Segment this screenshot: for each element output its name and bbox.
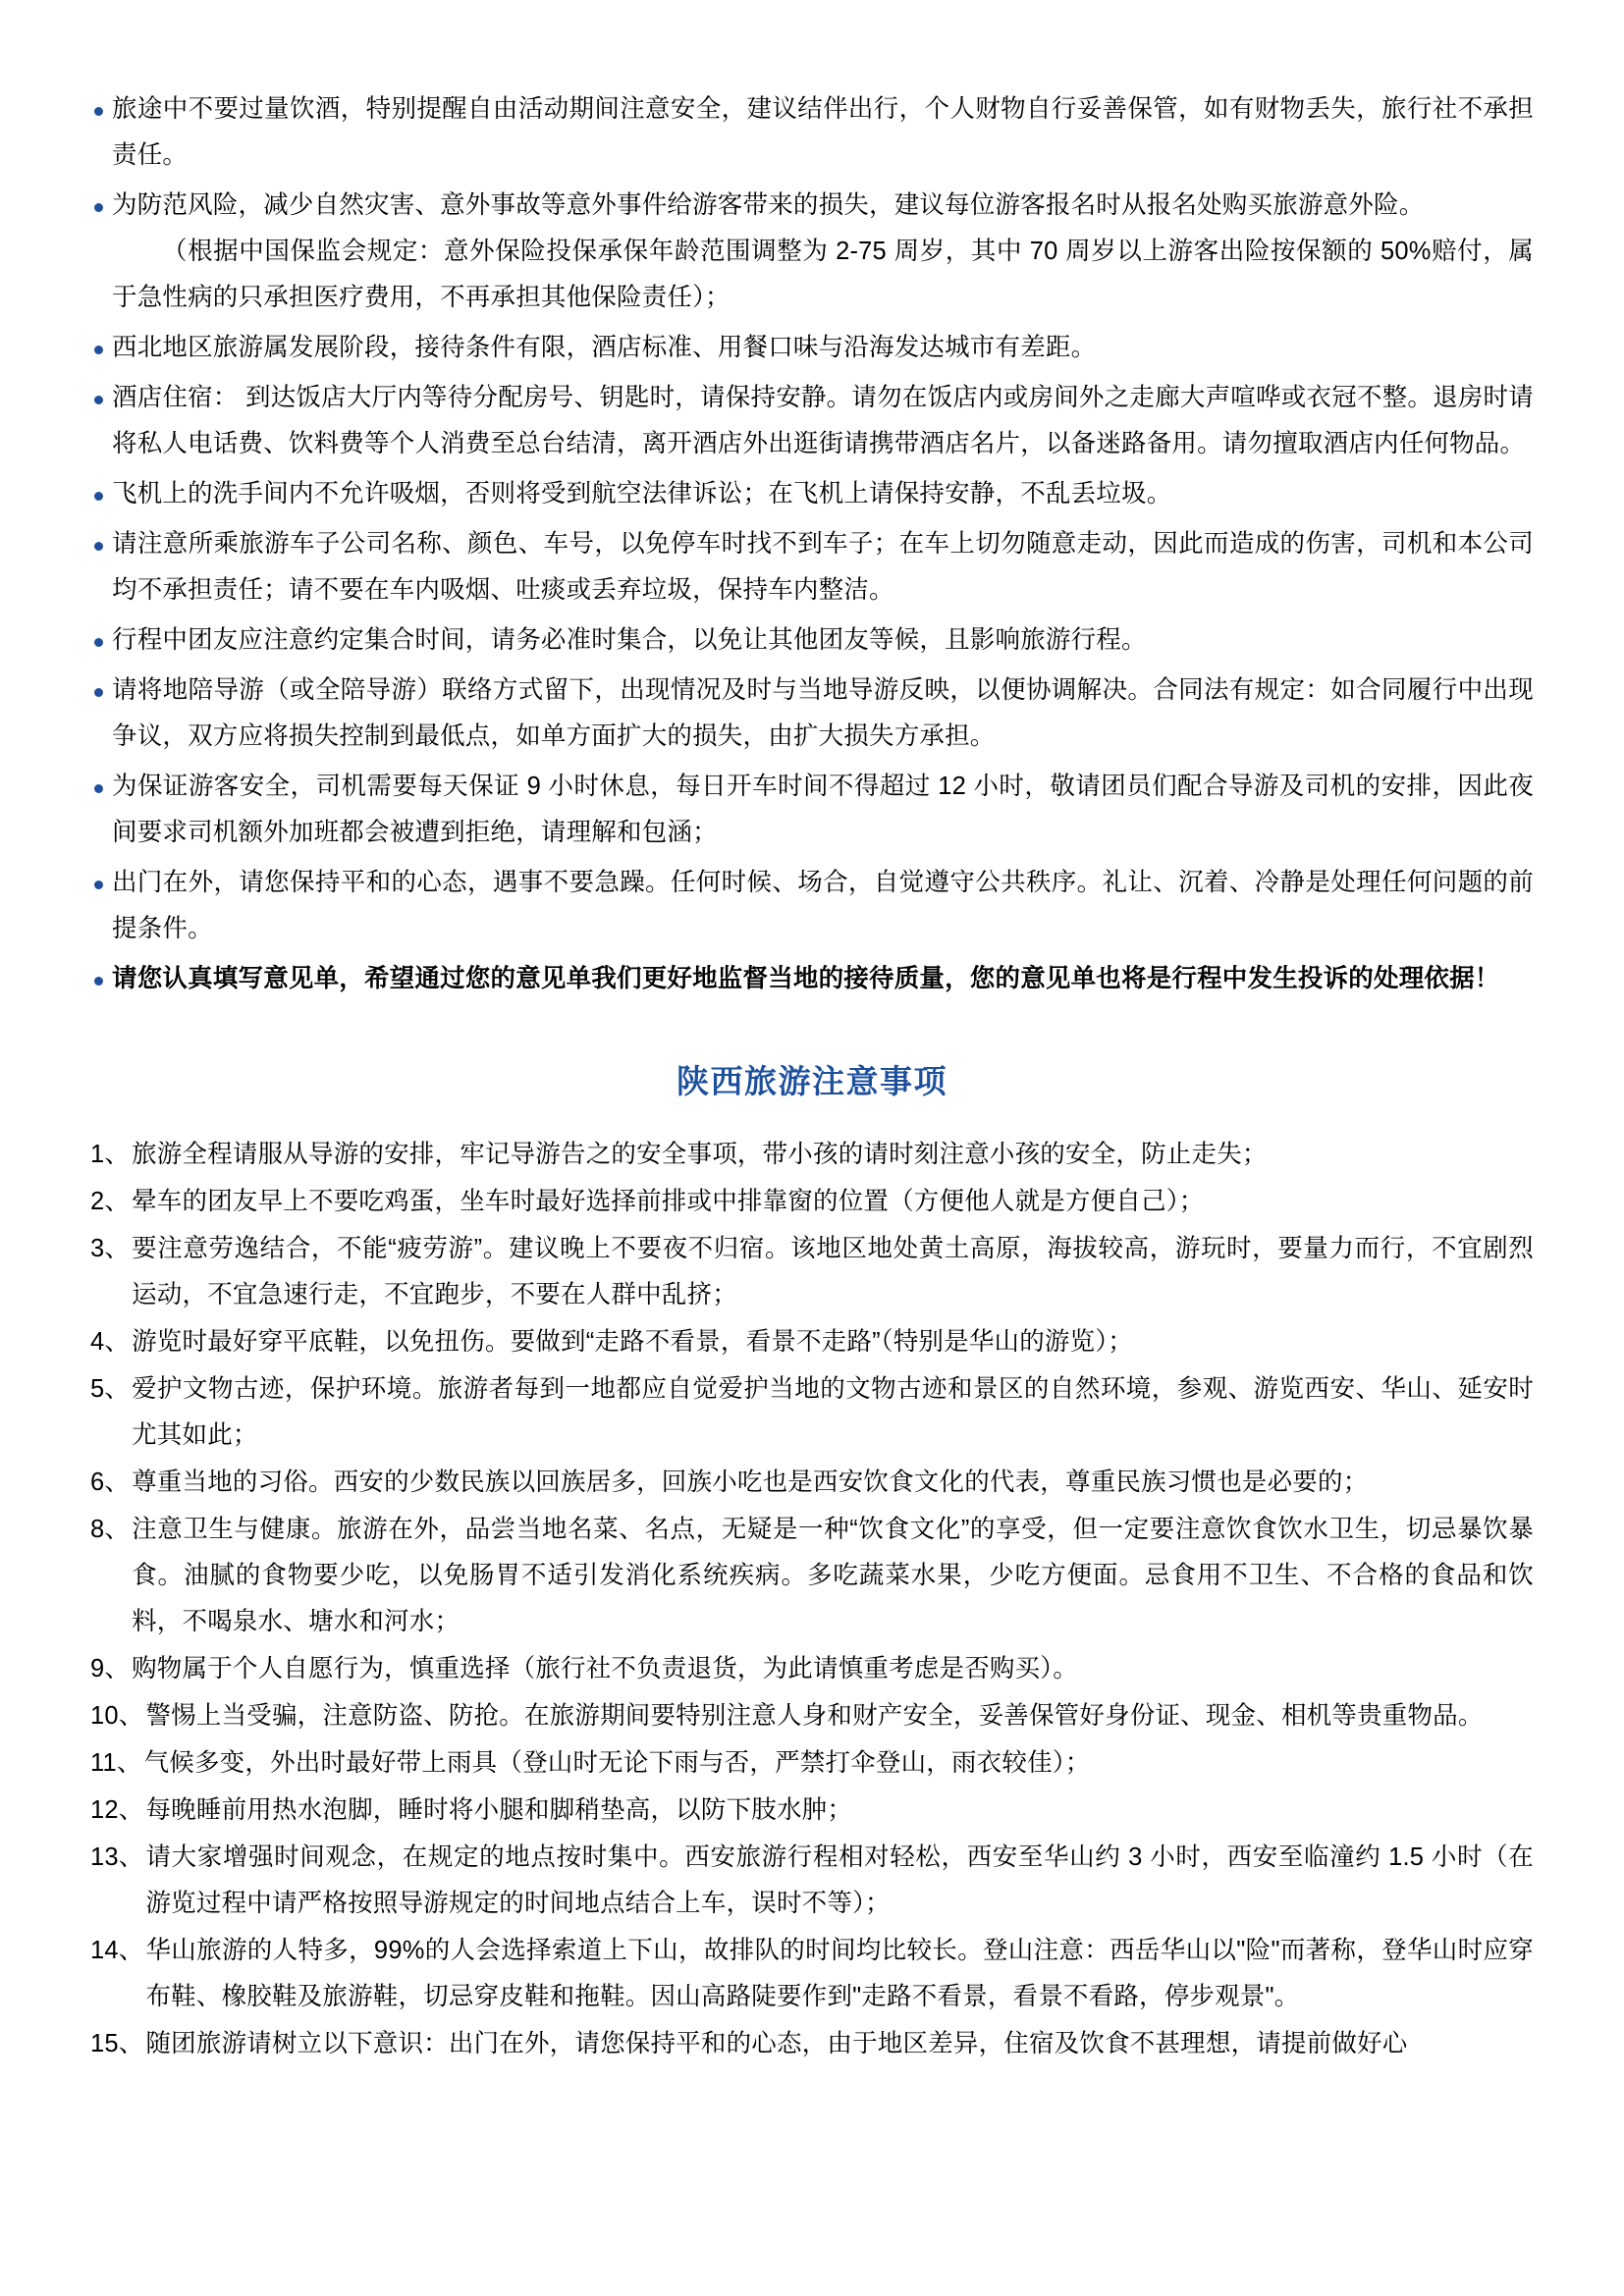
shaanxi-notice-item [90, 1319, 1534, 1365]
shaanxi-notice-text: 游览时最好穿平底鞋，以免扭伤。要做到“走路不看景，看景不走路”（特别是华山的游览）； [132, 1328, 1133, 1356]
shaanxi-notice-item [90, 1366, 1534, 1459]
notice-bullet-subtext: （根据中国保监会规定：意外保险投保承保年龄范围调整为 2-75 周岁，其中 70 周岁以上游客出险按保额的 50%赔付，属于急性病的只承担医疗费用，不再承担其他保险责任）； [112, 238, 1534, 311]
bullet-dot-icon [94, 396, 103, 404]
notice-bullet-text: 西北地区旅游属发展阶段，接待条件有限，酒店标准、用餐口味与沿海发达城市有差距。 [112, 334, 1097, 361]
shaanxi-notice-text: 要注意劳逸结合，不能“疲劳游”。建议晚上不要夜不归宿。该地区地处黄土高原，海拔较高，游玩时，要量力而行，不宜剧烈运动，不宜急速行走，不宜跑步，不要在人群中乱挤； [132, 1235, 1534, 1308]
notice-bullet-text: 旅途中不要过量饮酒，特别提醒自由活动期间注意安全，建议结伴出行，个人财物自行妥善保管，如有财物丢失，旅行社不承担责任。 [112, 95, 1534, 169]
bullet-dot-icon [94, 881, 103, 889]
shaanxi-notice-number: 10、 [90, 1702, 144, 1730]
shaanxi-notice-number: 5、 [90, 1375, 131, 1403]
shaanxi-notice-number: 6、 [90, 1468, 131, 1496]
bullet-dot-icon [94, 638, 103, 647]
notice-bullet-item [90, 325, 1534, 371]
shaanxi-notice-text: 旅游全程请服从导游的安排，牢记导游告之的安全事项，带小孩的请时刻注意小孩的安全，防止走失； [132, 1141, 1268, 1168]
notice-bullet-text: 出门在外，请您保持平和的心态，遇事不要急躁。任何时候、场合，自觉遵守公共秩序。礼让、沉着、冷静是处理任何问题的前提条件。 [112, 869, 1534, 942]
notice-bullet-item [90, 667, 1534, 760]
shaanxi-notice-text: 每晚睡前用热水泡脚，睡时将小腿和脚稍垫高，以防下肢水肿； [145, 1796, 853, 1824]
shaanxi-notice-item [90, 1226, 1534, 1318]
bullet-dot-icon [94, 542, 103, 551]
shaanxi-notice-number: 11、 [90, 1749, 142, 1777]
shaanxi-numbered-notice-list [90, 1132, 1534, 2067]
shaanxi-notice-number: 15、 [90, 2030, 144, 2057]
notice-bullet-text: 行程中团友应注意约定集合时间，请务必准时集合，以免让其他团友等候，且影响旅游行程。 [112, 626, 1147, 654]
shaanxi-notice-item [90, 2021, 1534, 2067]
shaanxi-notice-number: 3、 [90, 1235, 131, 1262]
shaanxi-notice-text: 爱护文物古迹，保护环境。旅游者每到一地都应自觉爱护当地的文物古迹和景区的自然环境，参观、游览西安、华山、延安时尤其如此； [132, 1375, 1534, 1449]
shaanxi-notice-number: 1、 [90, 1141, 131, 1168]
shaanxi-notice-number: 8、 [90, 1516, 131, 1543]
notice-bullet-text: 为防范风险，减少自然灾害、意外事故等意外事件给游客带来的损失，建议每位游客报名时从报名处购买旅游意外险。 [112, 191, 1425, 219]
shaanxi-notice-text: 华山旅游的人特多，99%的人会选择索道上下山，故排队的时间均比较长。登山注意：西岳华山以"险"而著称，登华山时应穿布鞋、橡胶鞋及旅游鞋，切忌穿皮鞋和拖鞋。因山高路陡要作到"走路不看景，看景不看路，停步观景"。 [145, 1937, 1534, 2010]
notice-bullet-text: 为保证游客安全，司机需要每天保证 9 小时休息，每日开车时间不得超过 12 小时，敬请团员们配合导游及司机的安排，因此夜间要求司机额外加班都会被遭到拒绝，请理解和包涵； [112, 773, 1534, 846]
notice-bullet-text: 飞机上的洗手间内不允许吸烟，否则将受到航空法律诉讼；在飞机上请保持安静，不乱丢垃圾。 [112, 480, 1172, 507]
shaanxi-notice-text: 注意卫生与健康。旅游在外，品尝当地名菜、名点，无疑是一种“饮食文化”的享受，但一定要注意饮食饮水卫生，切忌暴饮暴食。油腻的食物要少吃，以免肠胃不适引发消化系统疾病。多吃蔬菜水果，少吃方便面。忌食用不卫生、不合格的食品和饮料，不喝泉水、塘水和河水； [132, 1516, 1534, 1635]
notice-bullet-item [90, 375, 1534, 467]
notice-bullet-item [90, 956, 1534, 1002]
shaanxi-notice-item [90, 1507, 1534, 1645]
notice-bullet-text: 酒店住宿： 到达饭店大厅内等待分配房号、钥匙时，请保持安静。请勿在饭店内或房间外之走廊大声喧哗或衣冠不整。退房时请将私人电话费、饮料费等个人消费至总台结清，离开酒店外出逛街请携带酒店名片，以备迷路备用。请勿擅取酒店内任何物品。 [112, 384, 1534, 457]
shaanxi-notice-text: 晕车的团友早上不要吃鸡蛋，坐车时最好选择前排或中排靠窗的位置（方便他人就是方便自己）； [132, 1188, 1205, 1215]
shaanxi-notice-number: 2、 [90, 1188, 131, 1215]
bullet-dot-icon [94, 107, 103, 116]
shaanxi-notice-number: 12、 [90, 1796, 144, 1824]
shaanxi-notice-number: 13、 [90, 1843, 144, 1871]
bullet-dot-icon [94, 203, 103, 212]
notice-bullet-text: 请将地陪导游（或全陪导游）联络方式留下，出现情况及时与当地导游反映，以便协调解决。合同法有规定：如合同履行中出现争议，双方应将损失控制到最低点，如单方面扩大的损失，由扩大损失方承担。 [112, 676, 1534, 750]
bullet-dot-icon [94, 346, 103, 354]
shaanxi-notice-item [90, 1788, 1534, 1834]
notice-bullet-text: 请注意所乘旅游车子公司名称、颜色、车号，以免停车时找不到车子；在车上切勿随意走动，因此而造成的伤害，司机和本公司均不承担责任；请不要在车内吸烟、吐痰或丢弃垃圾，保持车内整洁。 [112, 530, 1534, 604]
notice-bullet-item [90, 471, 1534, 517]
shaanxi-notice-number: 9、 [90, 1655, 131, 1682]
shaanxi-notice-text: 气候多变，外出时最好带上雨具（登山时无论下雨与否，严禁打伞登山，雨衣较佳）； [143, 1749, 1091, 1777]
shaanxi-notice-item [90, 1132, 1534, 1178]
bullet-dot-icon [94, 784, 103, 793]
notice-bullet-item [90, 860, 1534, 952]
notice-bullet-item [90, 521, 1534, 614]
shaanxi-notice-item [90, 1179, 1534, 1225]
notice-bullet-item [90, 86, 1534, 179]
section-heading-shaanxi-travel-notes: 陕西旅游注意事项 [677, 1063, 947, 1099]
shaanxi-notice-item [90, 1460, 1534, 1506]
shaanxi-notice-text: 警惕上当受骗，注意防盗、防抢。在旅游期间要特别注意人身和财产安全，妥善保管好身份证、现金、相机等贵重物品。 [145, 1702, 1484, 1730]
shaanxi-notice-text: 尊重当地的习俗。西安的少数民族以回族居多，回族小吃也是西安饮食文化的代表，尊重民族习惯也是必要的； [132, 1468, 1369, 1496]
shaanxi-notice-text: 随团旅游请树立以下意识：出门在外，请您保持平和的心态，由于地区差异，住宿及饮食不甚理想，请提前做好心 [145, 2030, 1408, 2057]
shaanxi-notice-number: 4、 [90, 1328, 131, 1356]
bullet-dot-icon [94, 977, 103, 986]
shaanxi-notice-item [90, 1740, 1534, 1787]
shaanxi-notice-number: 14、 [90, 1937, 144, 1964]
travel-notice-bullet-list [90, 86, 1534, 1002]
shaanxi-notice-text: 请大家增强时间观念，在规定的地点按时集中。西安旅游行程相对轻松，西安至华山约 3 小时，西安至临潼约 1.5 小时（在游览过程中请严格按照导游规定的时间地点结合上车，误时不等）； [145, 1843, 1534, 1917]
notice-bullet-text: 请您认真填写意见单，希望通过您的意见单我们更好地监督当地的接待质量，您的意见单也将是行程中发生投诉的处理依据！ [112, 965, 1500, 992]
notice-bullet-item [90, 183, 1534, 321]
bullet-dot-icon [94, 688, 103, 697]
shaanxi-notice-item [90, 1835, 1534, 1927]
notice-bullet-item [90, 617, 1534, 664]
bullet-dot-icon [94, 492, 103, 501]
shaanxi-notice-item [90, 1646, 1534, 1692]
notice-bullet-item [90, 764, 1534, 856]
shaanxi-notice-item [90, 1928, 1534, 2020]
shaanxi-notice-item [90, 1693, 1534, 1739]
shaanxi-notice-text: 购物属于个人自愿行为，慎重选择（旅行社不负责退货，为此请慎重考虑是否购买）。 [132, 1655, 1078, 1682]
